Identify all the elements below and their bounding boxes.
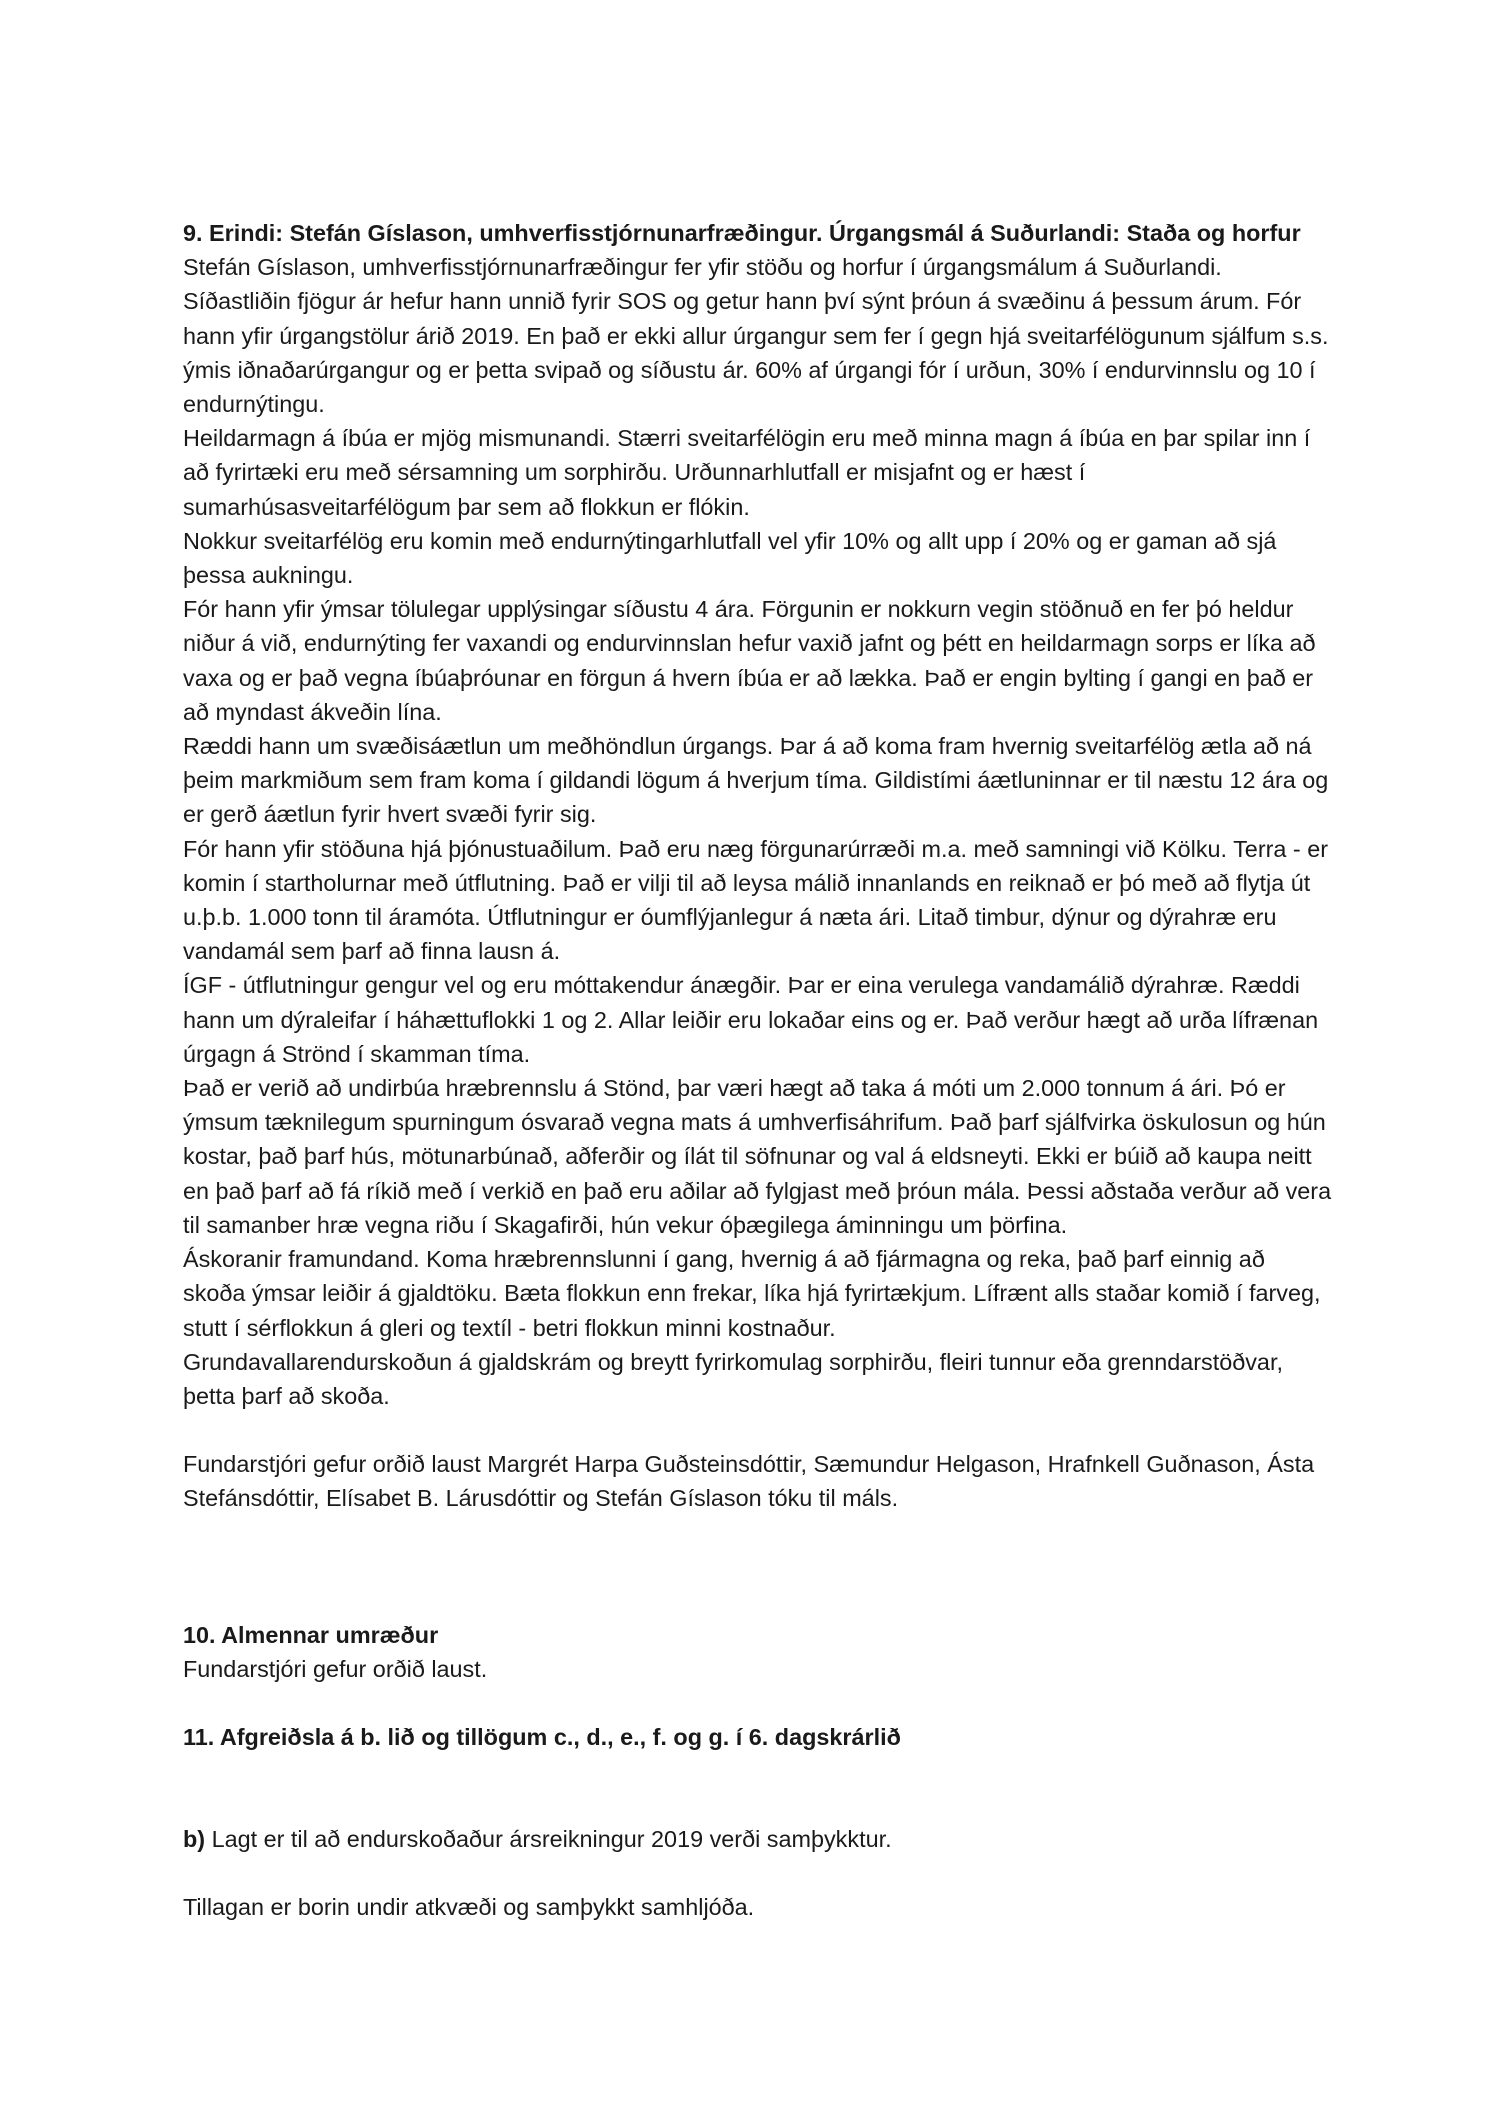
section-9-paragraph: Heildarmagn á íbúa er mjög mismunandi. Stærri sveitarfélögin eru með minna magn á íbúa en þar spilar inn í að fyrirtæki eru með sérsamning um sorphirðu. Urðunnarhlutfall er misjafnt og er hæst í sumarhúsasveitarfélögum þar sem að flokkun er flókin. xyxy=(183,425,1311,520)
document-page xyxy=(183,216,1333,1925)
section-11-result: Tillagan er borin undir atkvæði og samþykkt samhljóða. xyxy=(183,1894,755,1921)
item-label: b) xyxy=(183,1826,206,1853)
section-9-paragraph: Nokkur sveitarfélög eru komin með endurnýtingarhlutfall vel yfir 10% og allt upp í 20% og er gaman að sjá þessa aukningu. xyxy=(183,527,1277,589)
section-9-paragraph: ÍGF - útflutningur gengur vel og eru móttakendur ánægðir. Þar er eina verulega vandamálið dýrahræ. Ræddi hann um dýraleifar í háhættuflokki 1 og 2. Allar leiðir eru lokaðar eins og er. Það verður hægt að urða lífrænan úrgagn á Strönd í skamman tíma. xyxy=(183,972,1319,1067)
section-11-item xyxy=(183,1822,1333,1856)
spacer xyxy=(183,1856,1333,1890)
section-9-heading: 9. Erindi: Stefán Gíslason, umhverfisstjórnunarfræðingur. Úrgangsmál á Suðurlandi: Staða og horfur xyxy=(183,220,1301,246)
spacer xyxy=(183,1413,1333,1447)
section-10-text: Fundarstjóri gefur orðið laust. xyxy=(183,1655,488,1682)
item-text: Lagt er til að endurskoðaður ársreikningur 2019 verði samþykktur. xyxy=(205,1826,892,1853)
section-9-closing: Fundarstjóri gefur orðið laust Margrét Harpa Guðsteinsdóttir, Sæmundur Helgason, Hrafnkell Guðnason, Ásta Stefánsdóttir, Elísabet B. Lárusdóttir og Stefán Gíslason tóku til máls. xyxy=(183,1451,1315,1512)
section-9-paragraph: Fór hann yfir stöðuna hjá þjónustuaðilum. Það eru næg förgunarúrræði m.a. með samningi við Kölku. Terra - er komin í startholurnar með útflutning. Það er vilji til að leysa málið innanlands en reiknað er þó með að flytja út u.þ.b. 1.000 tonn til áramóta. Útflutningur er óumflýjanlegur á næta ári. Litað timbur, dýnur og dýrahræ eru vandamál sem þarf að finna lausn á. xyxy=(183,835,1328,965)
spacer xyxy=(183,1754,1333,1822)
section-9-paragraph: Stefán Gíslason, umhverfisstjórnunarfræðingur fer yfir stöðu og horfur í úrgangsmálum á Suðurlandi. Síðastliðin fjögur ár hefur hann unnið fyrir SOS og getur hann því sýnt þróun á svæðinu á þessum árum. Fór hann yfir úrgangstölur árið 2019. En það er ekki allur úrgangur sem fer í gegn hjá sveitarfélögunum sjálfum s.s. ýmis iðnaðarúrgangur og er þetta svipað og síðustu ár. 60% af úrgangi fór í urðun, 30% í endurvinnslu og 10 í endurnýtingu. xyxy=(183,254,1329,418)
section-10-heading: 10. Almennar umræður xyxy=(183,1621,439,1648)
section-9-paragraph: Það er verið að undirbúa hræbrennslu á Stönd, þar væri hægt að taka á móti um 2.000 tonnum á ári. Þó er ýmsum tæknilegum spurningum ósvarað vegna mats á umhverfisáhrifum. Það þarf sjálfvirka öskulosun og hún kostar, það þarf hús, mötunarbúnað, aðferðir og ílát til söfnunar og val á eldsneyti. Ekki er búið að kaupa neitt en það þarf að fá ríkið með í verkið en það eru aðilar að fylgjast með þróun mála. Þessi aðstaða verður að vera til samanber hræ vegna riðu í Skagafirði, hún vekur óþægilega áminningu um þörfina. xyxy=(183,1075,1332,1238)
section-9-paragraph: Áskoranir framundand. Koma hræbrennslunni í gang, hvernig á að fjármagna og reka, það þarf einnig að skoða ýmsar leiðir á gjaldtöku. Bæta flokkun enn frekar, líka hjá fyrirtækjum. Lífrænt alls staðar komið í farveg, stutt í sérflokkun á gleri og textíl - betri flokkun minni kostnaður. xyxy=(183,1246,1321,1341)
spacer xyxy=(183,1686,1333,1720)
section-11-heading: 11. Afgreiðsla á b. lið og tillögum c., d., e., f. og g. í 6. dagskrárlið xyxy=(183,1723,901,1750)
section-9-paragraph: Fór hann yfir ýmsar tölulegar upplýsingar síðustu 4 ára. Förgunin er nokkurn vegin stöðnuð en fer þó heldur niður á við, endurnýting fer vaxandi og endurvinnslan hefur vaxið jafnt og þétt en heildarmagn sorps er líka að vaxa og er það vegna íbúaþróunar en förgun á hvern íbúa er að lækka. Það er engin bylting í gangi en það er að myndast ákveðin lína. xyxy=(183,596,1316,725)
spacer xyxy=(183,1516,1333,1618)
section-9-paragraph: Ræddi hann um svæðisáætlun um meðhöndlun úrgangs. Þar á að koma fram hvernig sveitarfélög ætla að ná þeim markmiðum sem fram koma í gildandi lögum á hverjum tíma. Gildistími áætluninnar er til næstu 12 ára og er gerð áætlun fyrir hvert svæði fyrir sig. xyxy=(183,733,1329,828)
section-9-paragraph: Grundavallarendurskoðun á gjaldskrám og breytt fyrirkomulag sorphirðu, fleiri tunnur eða grenndarstöðvar, þetta þarf að skoða. xyxy=(183,1348,1283,1409)
